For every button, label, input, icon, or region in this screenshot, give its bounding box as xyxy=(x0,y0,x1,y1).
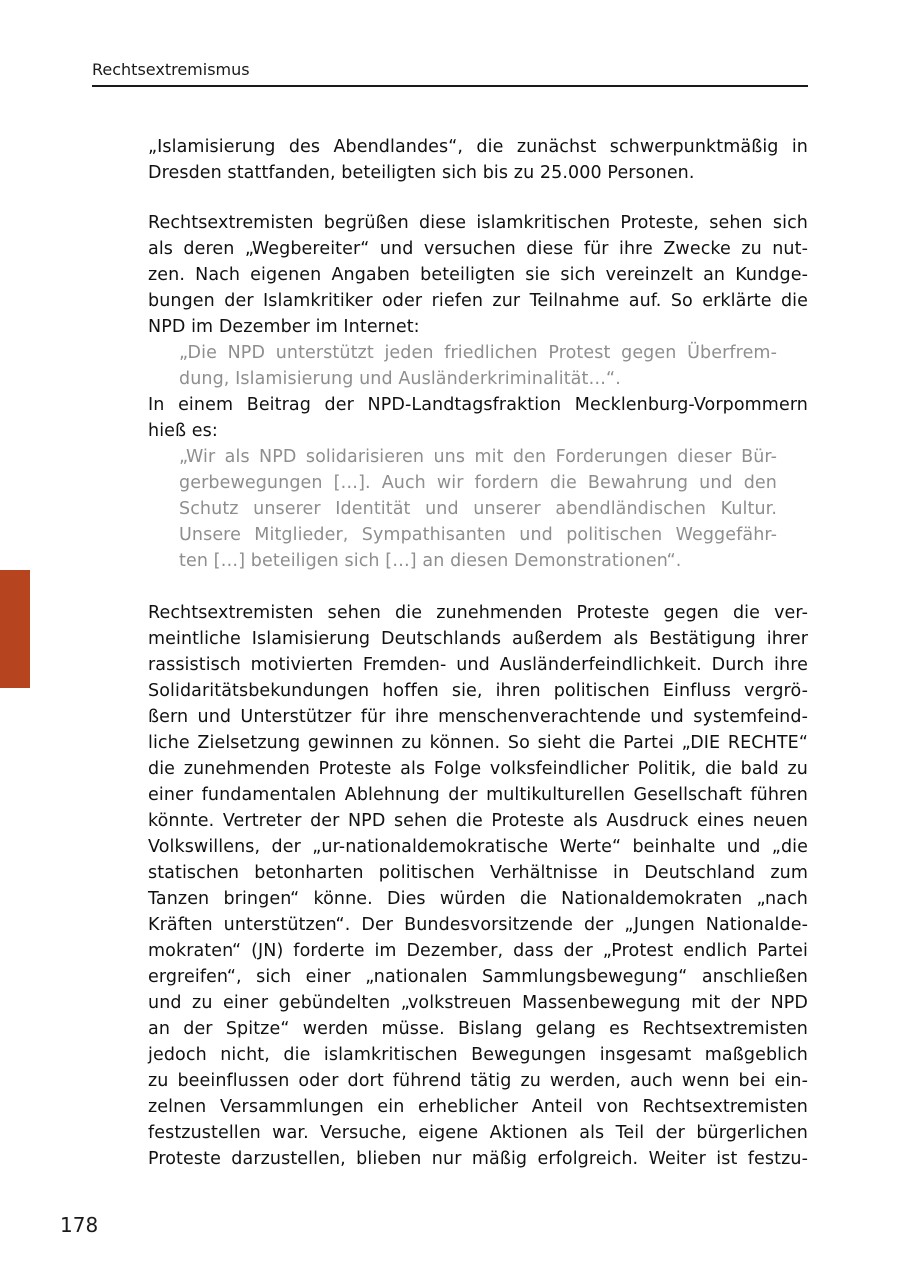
body-paragraph xyxy=(148,210,808,340)
text-line: ßern und Unterstützer für ihre menschenverachtende und systemfeind- xyxy=(148,707,808,727)
text-line: jedoch nicht, die islamkritischen Bewegungen insgesamt maßgeblich xyxy=(148,1045,808,1065)
text-line: könnte. Vertreter der NPD sehen die Proteste als Ausdruck eines neuen xyxy=(148,811,808,831)
quote-line: dung, Islamisierung und Ausländerkriminalität…“. xyxy=(179,369,621,389)
body-paragraph xyxy=(148,134,808,186)
text-line: festzustellen war. Versuche, eigene Aktionen als Teil der bürgerlichen xyxy=(148,1123,808,1143)
text-line: Solidaritätsbekundungen hoffen sie, ihren politischen Einfluss vergrö- xyxy=(148,681,808,701)
quote-line: gerbewegungen […]. Auch wir fordern die Bewahrung und den xyxy=(179,473,777,493)
quote-line: Unsere Mitglieder, Sympathisanten und politischen Weggefähr- xyxy=(179,525,777,545)
body-paragraph xyxy=(148,600,808,1172)
text-line: NPD im Dezember im Internet: xyxy=(148,317,420,337)
text-line: In einem Beitrag der NPD-Landtagsfraktion Mecklenburg-Vorpommern xyxy=(148,395,808,415)
quote-line: „Die NPD unterstützt jeden friedlichen Protest gegen Überfrem- xyxy=(179,343,777,363)
text-line: Kräften unterstützen“. Der Bundesvorsitzende der „Jungen Nationalde- xyxy=(148,915,808,935)
page-body xyxy=(148,134,808,1172)
quote-line: „Wir als NPD solidarisieren uns mit den Forderungen dieser Bür- xyxy=(179,447,777,467)
text-line: und zu einer gebündelten „volkstreuen Massenbewegung mit der NPD xyxy=(148,993,808,1013)
text-line: hieß es: xyxy=(148,421,218,441)
quote-line: Schutz unserer Identität und unserer abendländischen Kultur. xyxy=(179,499,777,519)
text-line: ergreifen“, sich einer „nationalen Sammlungsbewegung“ anschließen xyxy=(148,967,808,987)
text-line: Proteste darzustellen, blieben nur mäßig erfolgreich. Weiter ist festzu- xyxy=(148,1149,808,1169)
running-header-title: Rechtsextremismus xyxy=(92,60,250,79)
text-line: Rechtsextremisten sehen die zunehmenden Proteste gegen die ver- xyxy=(148,603,808,623)
quote-line: ten […] beteiligen sich […] an diesen Demonstrationen“. xyxy=(179,551,682,571)
text-line: einer fundamentalen Ablehnung der multikulturellen Gesellschaft führen xyxy=(148,785,808,805)
chapter-side-tab xyxy=(0,570,30,688)
text-line: liche Zielsetzung gewinnen zu können. So sieht die Partei „DIE RECHTE“ xyxy=(148,733,808,753)
block-quote xyxy=(179,444,777,574)
text-line: statischen betonharten politischen Verhältnisse in Deutschland zum xyxy=(148,863,808,883)
text-line: bungen der Islamkritiker oder riefen zur Teilnahme auf. So erklärte die xyxy=(148,291,808,311)
text-line: rassistisch motivierten Fremden- und Ausländerfeindlichkeit. Durch ihre xyxy=(148,655,808,675)
text-line: die zunehmenden Proteste als Folge volksfeindlicher Politik, die bald zu xyxy=(148,759,808,779)
text-line: an der Spitze“ werden müsse. Bislang gelang es Rechtsextremisten xyxy=(148,1019,808,1039)
text-line: Tanzen bringen“ könne. Dies würden die Nationaldemokraten „nach xyxy=(148,889,808,909)
running-header xyxy=(92,59,808,87)
body-paragraph xyxy=(148,392,808,444)
block-quote xyxy=(179,340,777,392)
text-line: Rechtsextremisten begrüßen diese islamkritischen Proteste, sehen sich xyxy=(148,213,808,233)
text-line: Volkswillens, der „ur-nationaldemokratische Werte“ beinhalte und „die xyxy=(148,837,808,857)
text-line: meintliche Islamisierung Deutschlands außerdem als Bestätigung ihrer xyxy=(148,629,808,649)
text-line: zu beeinflussen oder dort führend tätig zu werden, auch wenn bei ein- xyxy=(148,1071,808,1091)
text-line: als deren „Wegbereiter“ und versuchen diese für ihre Zwecke zu nut- xyxy=(148,239,808,259)
page-number: 178 xyxy=(60,1213,99,1237)
text-line: „Islamisierung des Abendlandes“, die zunächst schwerpunktmäßig in xyxy=(148,137,808,157)
text-line: mokraten“ (JN) forderte im Dezember, dass der „Protest endlich Partei xyxy=(148,941,808,961)
text-line: zelnen Versammlungen ein erheblicher Anteil von Rechtsextremisten xyxy=(148,1097,808,1117)
text-line: Dresden stattfanden, beteiligten sich bis zu 25.000 Personen. xyxy=(148,163,695,183)
text-line: zen. Nach eigenen Angaben beteiligten sie sich vereinzelt an Kundge- xyxy=(148,265,808,285)
